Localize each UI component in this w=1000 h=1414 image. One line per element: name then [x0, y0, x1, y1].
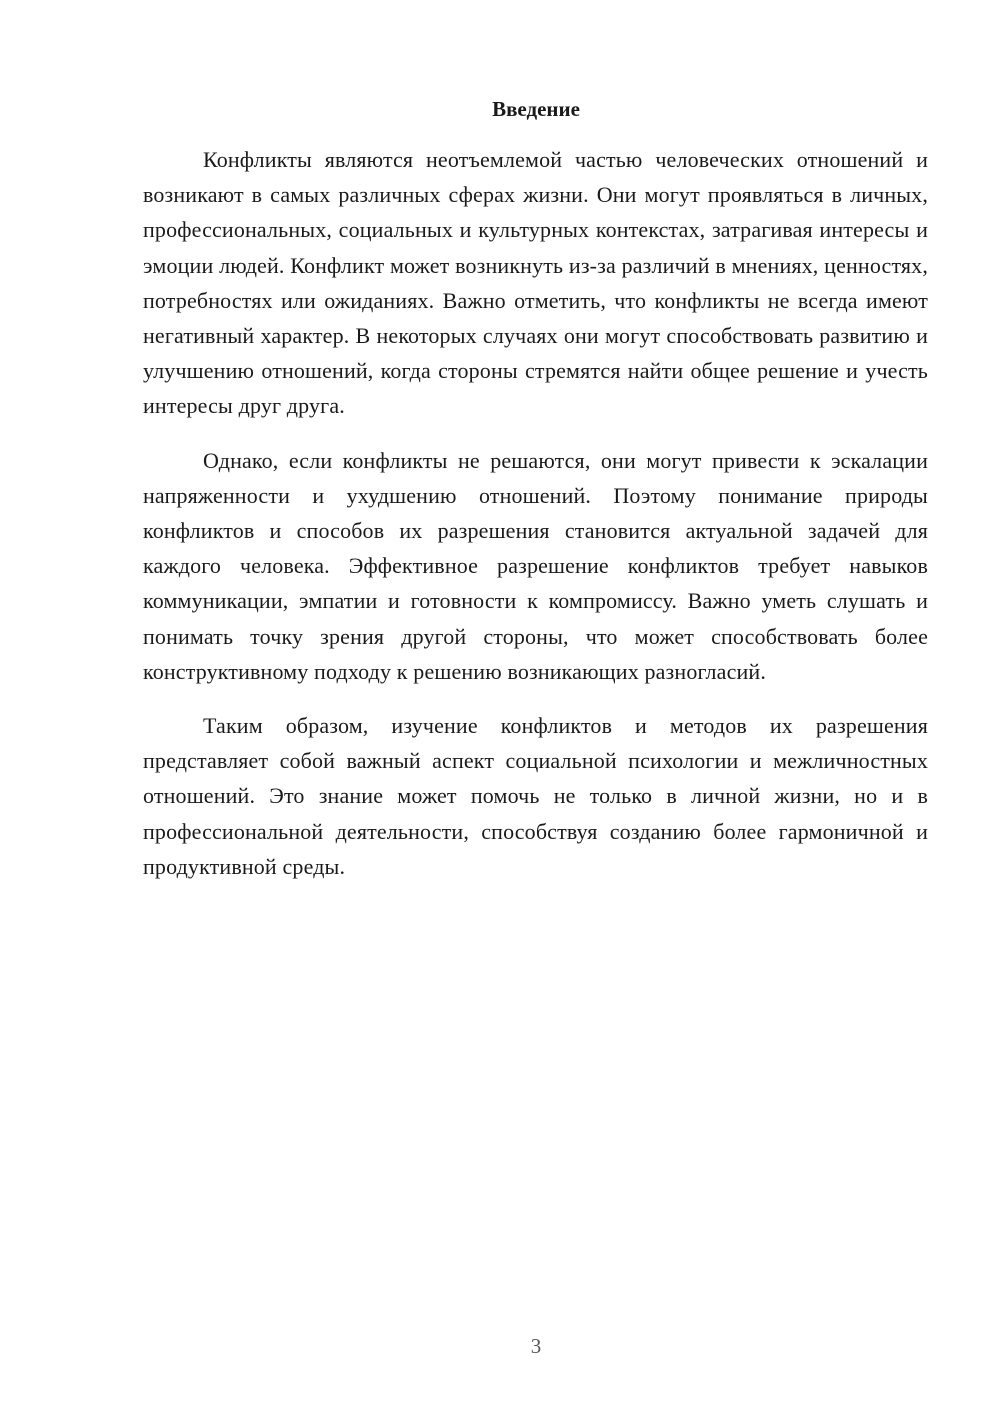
section-title: Введение [492, 97, 580, 121]
page-number: 3 [530, 1334, 542, 1358]
paragraph-3: Таким образом, изучение конфликтов и методов их разрешения представляет собой важный аспект социальной психологии и межличностных отношений. Это знание может помочь не только в личной жизни, но и в профессиональной деятельности, способствуя созданию более гармоничной и продуктивной среды. [143, 713, 928, 879]
paragraph-1: Конфликты являются неотъемлемой частью человеческих отношений и возникают в самых различных сферах жизни. Они могут проявляться в личных, профессиональных, социальных и культурных контекстах, затрагивая интересы и эмоции людей. Конфликт может возникнуть из-за различий в мнениях, ценностях, потребностях или ожиданиях. Важно отметить, что конфликты не всегда имеют негативный характер. В некоторых случаях они могут способствовать развитию и улучшению отношений, когда стороны стремятся найти общее решение и учесть интересы друг друга. [143, 147, 928, 419]
paragraph-2: Однако, если конфликты не решаются, они могут привести к эскалации напряженности и ухудшению отношений. Поэтому понимание природы конфликтов и способов их разрешения становится актуальной задачей для каждого человека. Эффективное разрешение конфликтов требует навыков коммуникации, эмпатии и готовности к компромиссу. Важно уметь слушать и понимать точку зрения другой стороны, что может способствовать более конструктивному подходу к решению возникающих разногласий. [143, 447, 928, 684]
document-body [143, 142, 928, 903]
